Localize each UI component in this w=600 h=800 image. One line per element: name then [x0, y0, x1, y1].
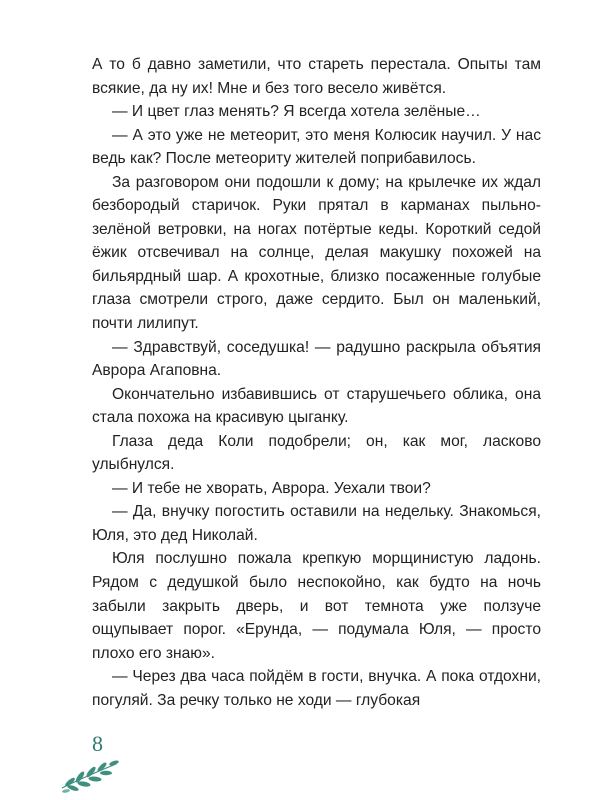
paragraph: — Через два часа пойдём в гости, внучка. А пока отдохни, погуляй. За речку только не ходи — глубокая [92, 668, 541, 709]
paragraph: Окончательно избавившись от старушечьего облика, она стала похожа на красивую цыганку. [92, 385, 541, 427]
paragraph: За разговором они подошли к дому; на крылечке их ждал безбородый старичок. Руки прятал в карманах пыльно-зелёной ветровки, на ногах потёртые кеды. Короткий седой ёжик отсвечивал на солнце, делая макушку похожей на бильярдный шар. А крохотные, близко посаженные голубые глаза смотрели строго, даже сердито. Был он маленький, почти лилипут. [92, 173, 541, 333]
page-number: 8 [92, 731, 103, 756]
paragraph: — А это уже не метеорит, это меня Колюсик научил. У нас ведь как? После метеориту жителей поприбавилось. [92, 126, 541, 168]
paragraph: — И тебе не хворать, Аврора. Уехали твои? [112, 479, 431, 497]
page-text [92, 53, 541, 712]
olive-branch-icon [58, 754, 120, 794]
paragraph: Юля послушно пожала крепкую морщинистую ладонь. Рядом с дедушкой было неспокойно, как будто на ночь забыли закрыть дверь, и вот темнота уже ползуче ощупывает порог. «Ерунда, — подумала Юля, — просто плохо его знаю». [92, 550, 541, 662]
paragraph: Глаза деда Коли подобрели; он, как мог, ласково улыбнулся. [92, 432, 541, 474]
paragraph: — Здравствуй, соседушка! — радушно раскрыла объятия Аврора Агаповна. [92, 338, 541, 380]
paragraph: А то б давно заметили, что стареть перестала. Опыты там всякие, да ну их! Мне и без того весело живётся. [92, 56, 541, 97]
paragraph: — И цвет глаз менять? Я всегда хотела зелёные… [112, 103, 481, 121]
paragraph: — Да, внучку погостить оставили на недельку. Знакомься, Юля, это дед Николай. [92, 503, 541, 544]
